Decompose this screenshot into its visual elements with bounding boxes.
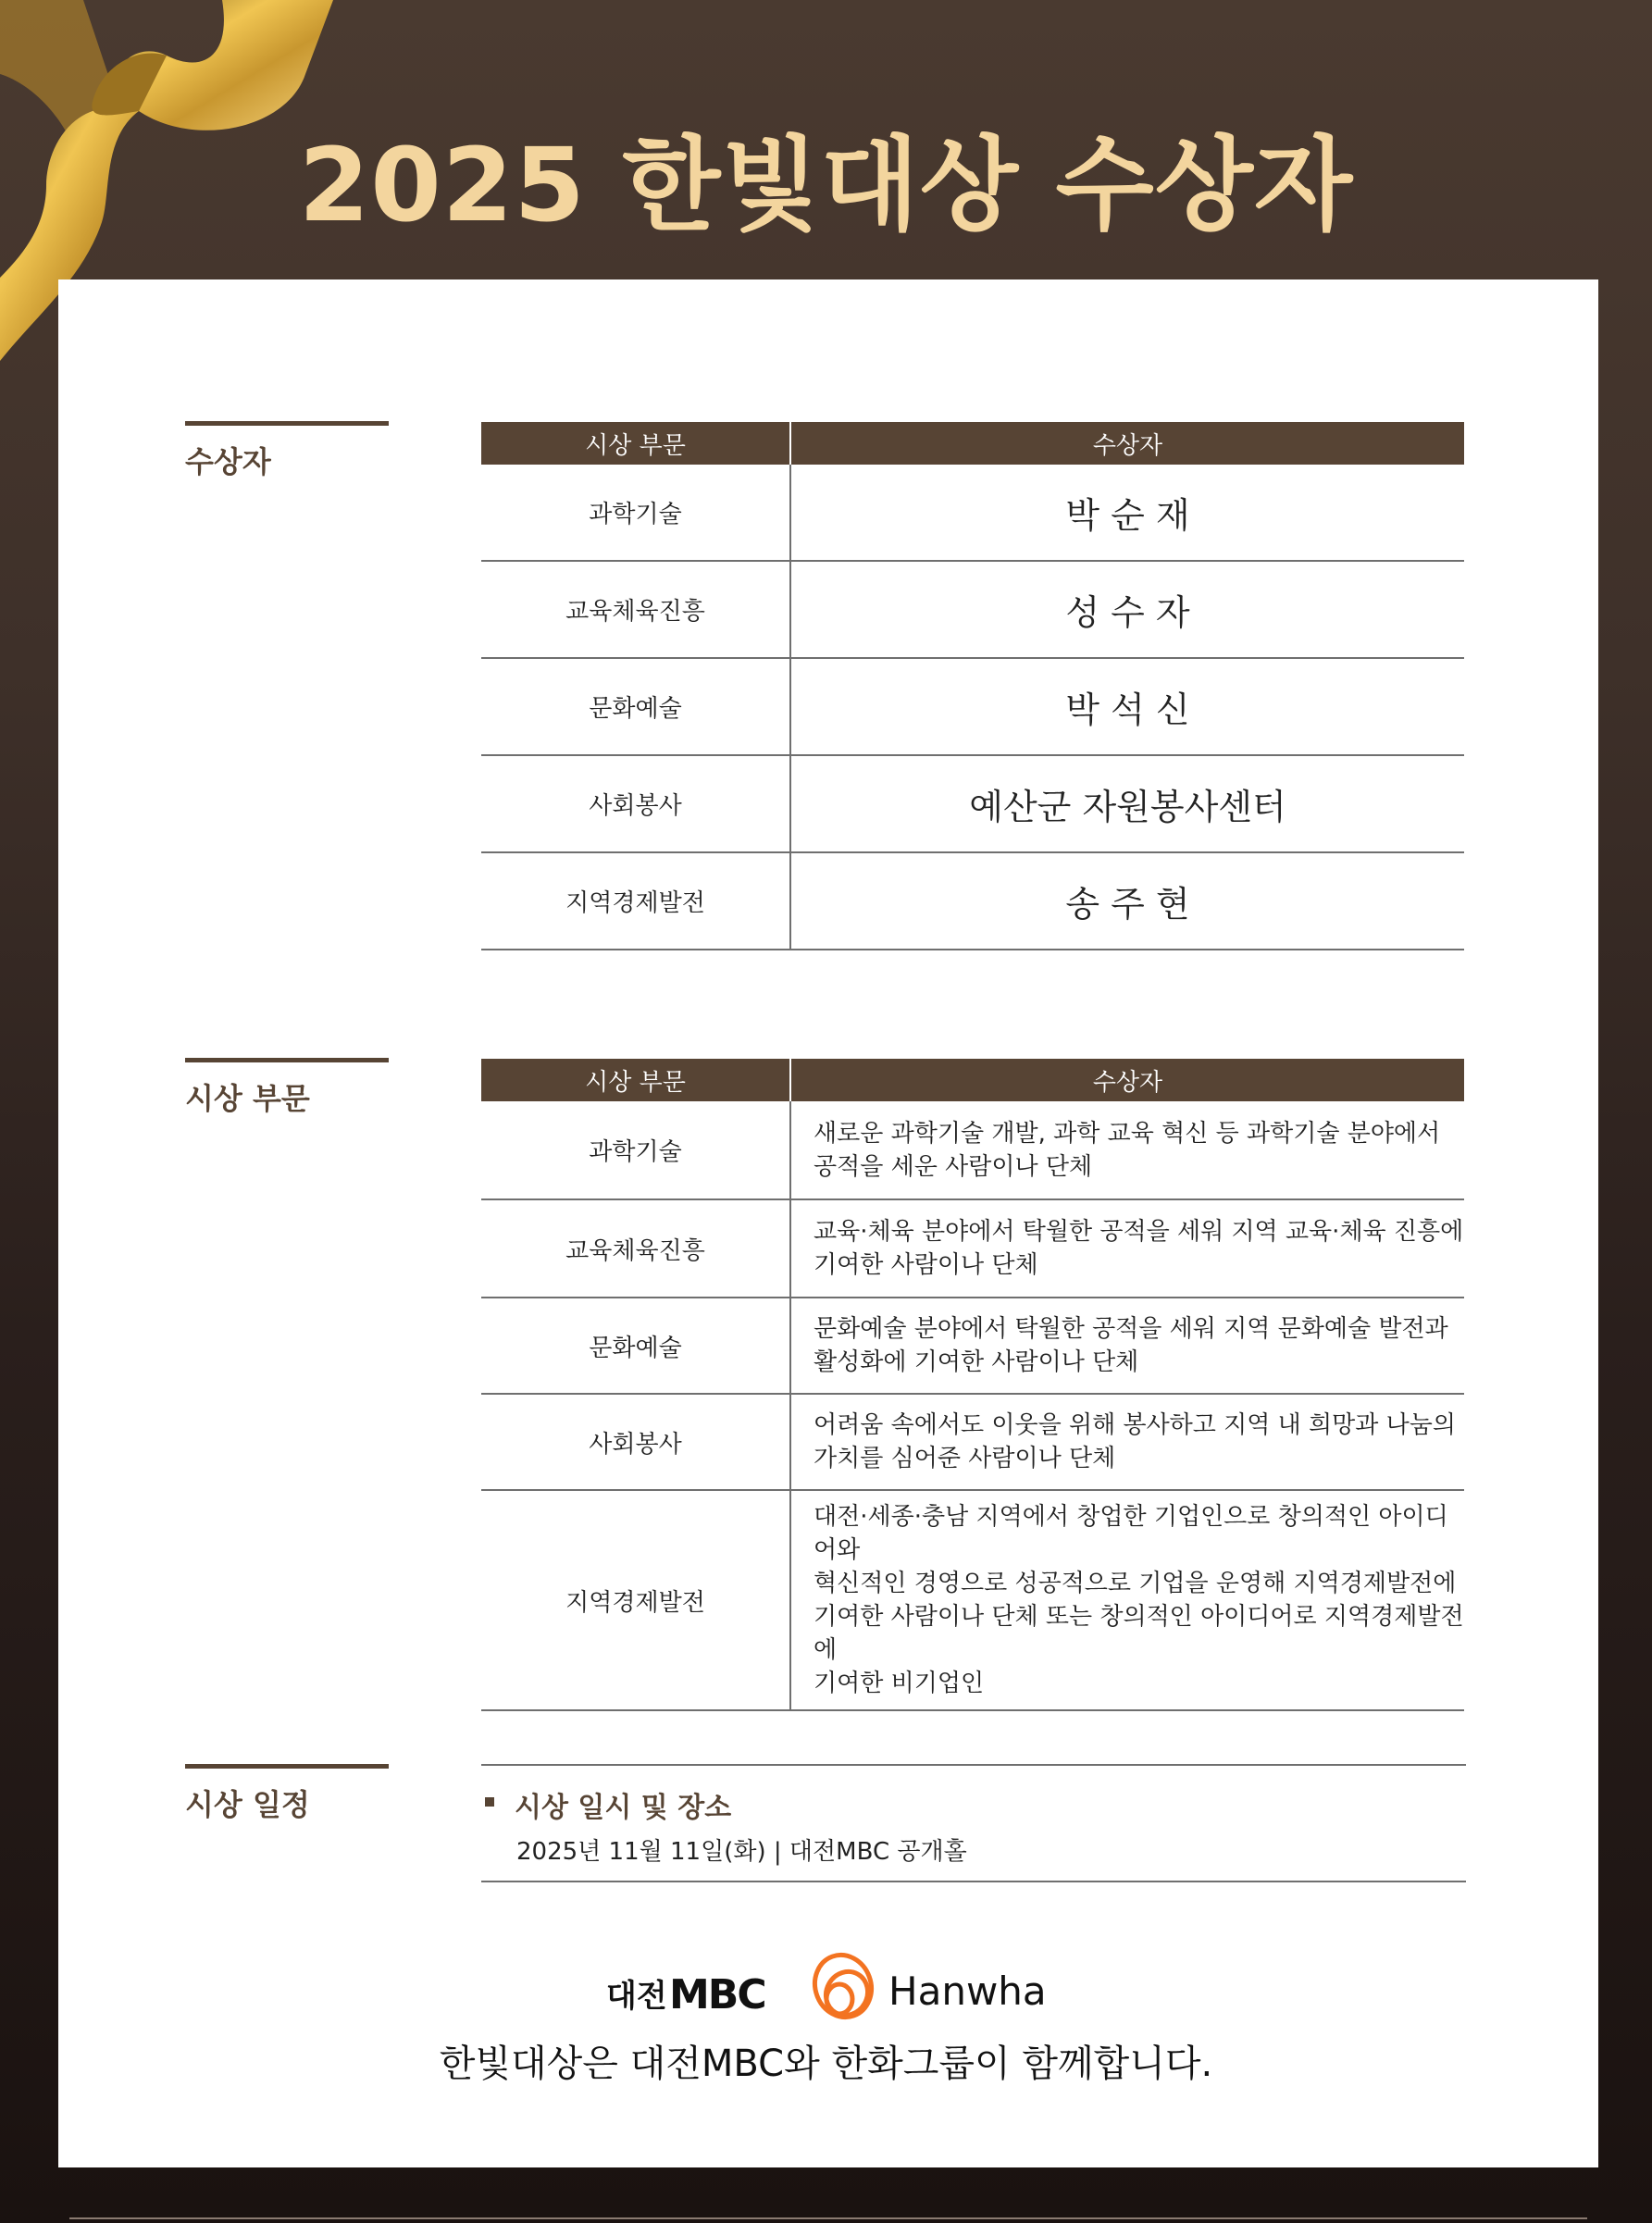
description-line: 기여한 사람이나 단체	[814, 1251, 1038, 1279]
category-cell: 교육체육진흥	[481, 561, 790, 658]
description-line: 기여한 사람이나 단체 또는 창의적인 아이디어로 지역경제발전에	[814, 1603, 1464, 1664]
table-row	[481, 1490, 1464, 1710]
winners-header-category: 시상 부문	[481, 422, 790, 465]
category-cell: 문화예술	[481, 658, 790, 755]
schedule-box	[481, 1764, 1466, 1882]
footer-sponsor-text: 한빛대상은 대전MBC와 한화그룹이 함께합니다.	[439, 2043, 1213, 2085]
daejeon-mbc-logo	[606, 1971, 765, 2018]
categories-table	[481, 1059, 1464, 1711]
description-cell	[790, 1199, 1464, 1298]
mbc-logo-text: MBC	[669, 1971, 765, 2018]
description-line: 공적을 세운 사람이나 단체	[814, 1152, 1093, 1181]
sponsor-logos	[606, 1949, 1069, 2029]
mbc-logo-prefix: 대전	[606, 1978, 667, 2015]
bottom-divider	[69, 2217, 1587, 2219]
category-cell: 교육체육진흥	[481, 1199, 790, 1298]
description-line: 가치를 심어준 사람이나 단체	[814, 1445, 1116, 1472]
table-row	[481, 1101, 1464, 1199]
category-cell: 사회봉사	[481, 755, 790, 852]
categories-header-description: 수상자	[790, 1059, 1464, 1101]
description-line: 활성화에 기여한 사람이나 단체	[814, 1348, 1139, 1376]
winners-section-label: 수상자	[185, 421, 389, 481]
description-line: 문화예술 분야에서 탁월한 공적을 세워 지역 문화예술 발전과	[814, 1315, 1448, 1343]
description-line: 교육·체육 분야에서 탁월한 공적을 세워 지역 교육·체육 진흥에	[814, 1218, 1464, 1246]
winners-header-winner: 수상자	[790, 422, 1464, 465]
table-row	[481, 561, 1464, 658]
page-title: 2025 한빛대상 수상자	[298, 126, 1354, 244]
winner-cell: 송 주 현	[790, 852, 1464, 950]
description-line: 새로운 과학기술 개발, 과학 교육 혁신 등 과학기술 분야에서	[814, 1119, 1441, 1148]
description-line: 대전·세종·충남 지역에서 창업한 기업인으로 창의적인 아이디어와	[814, 1503, 1448, 1564]
table-row	[481, 658, 1464, 755]
table-row	[481, 465, 1464, 561]
category-cell: 지역경제발전	[481, 852, 790, 950]
description-cell	[790, 1394, 1464, 1490]
table-row	[481, 1298, 1464, 1394]
hanwha-logo-text: Hanwha	[888, 1968, 1047, 2014]
hanwha-logo	[806, 1949, 1046, 2025]
square-bullet-icon	[485, 1797, 494, 1807]
description-cell	[790, 1490, 1464, 1710]
winner-cell: 박 순 재	[790, 465, 1464, 561]
description-line: 혁신적인 경영으로 성공적으로 기업을 운영해 지역경제발전에	[814, 1570, 1457, 1597]
schedule-detail: 2025년 11월 11일(화) | 대전MBC 공개홀	[516, 1838, 967, 1866]
description-line: 기여한 비기업인	[814, 1670, 985, 1697]
schedule-heading: 시상 일시 및 장소	[515, 1792, 732, 1824]
categories-header-category: 시상 부문	[481, 1059, 790, 1101]
category-cell: 사회봉사	[481, 1394, 790, 1490]
description-cell	[790, 1101, 1464, 1199]
description-cell	[790, 1298, 1464, 1394]
hanwha-flame-icon	[806, 1949, 880, 2025]
table-row	[481, 852, 1464, 950]
winner-cell: 성 수 자	[790, 561, 1464, 658]
schedule-section-label: 시상 일정	[185, 1764, 389, 1824]
table-row	[481, 1394, 1464, 1490]
category-cell: 과학기술	[481, 465, 790, 561]
description-line: 어려움 속에서도 이웃을 위해 봉사하고 지역 내 희망과 나눔의	[814, 1411, 1457, 1439]
winners-table	[481, 422, 1464, 950]
table-row	[481, 755, 1464, 852]
table-row	[481, 1199, 1464, 1298]
winner-cell: 예산군 자원봉사센터	[790, 755, 1464, 852]
categories-section-label: 시상 부문	[185, 1058, 389, 1118]
category-cell: 문화예술	[481, 1298, 790, 1394]
category-cell: 과학기술	[481, 1101, 790, 1199]
winner-cell: 박 석 신	[790, 658, 1464, 755]
category-cell: 지역경제발전	[481, 1490, 790, 1710]
